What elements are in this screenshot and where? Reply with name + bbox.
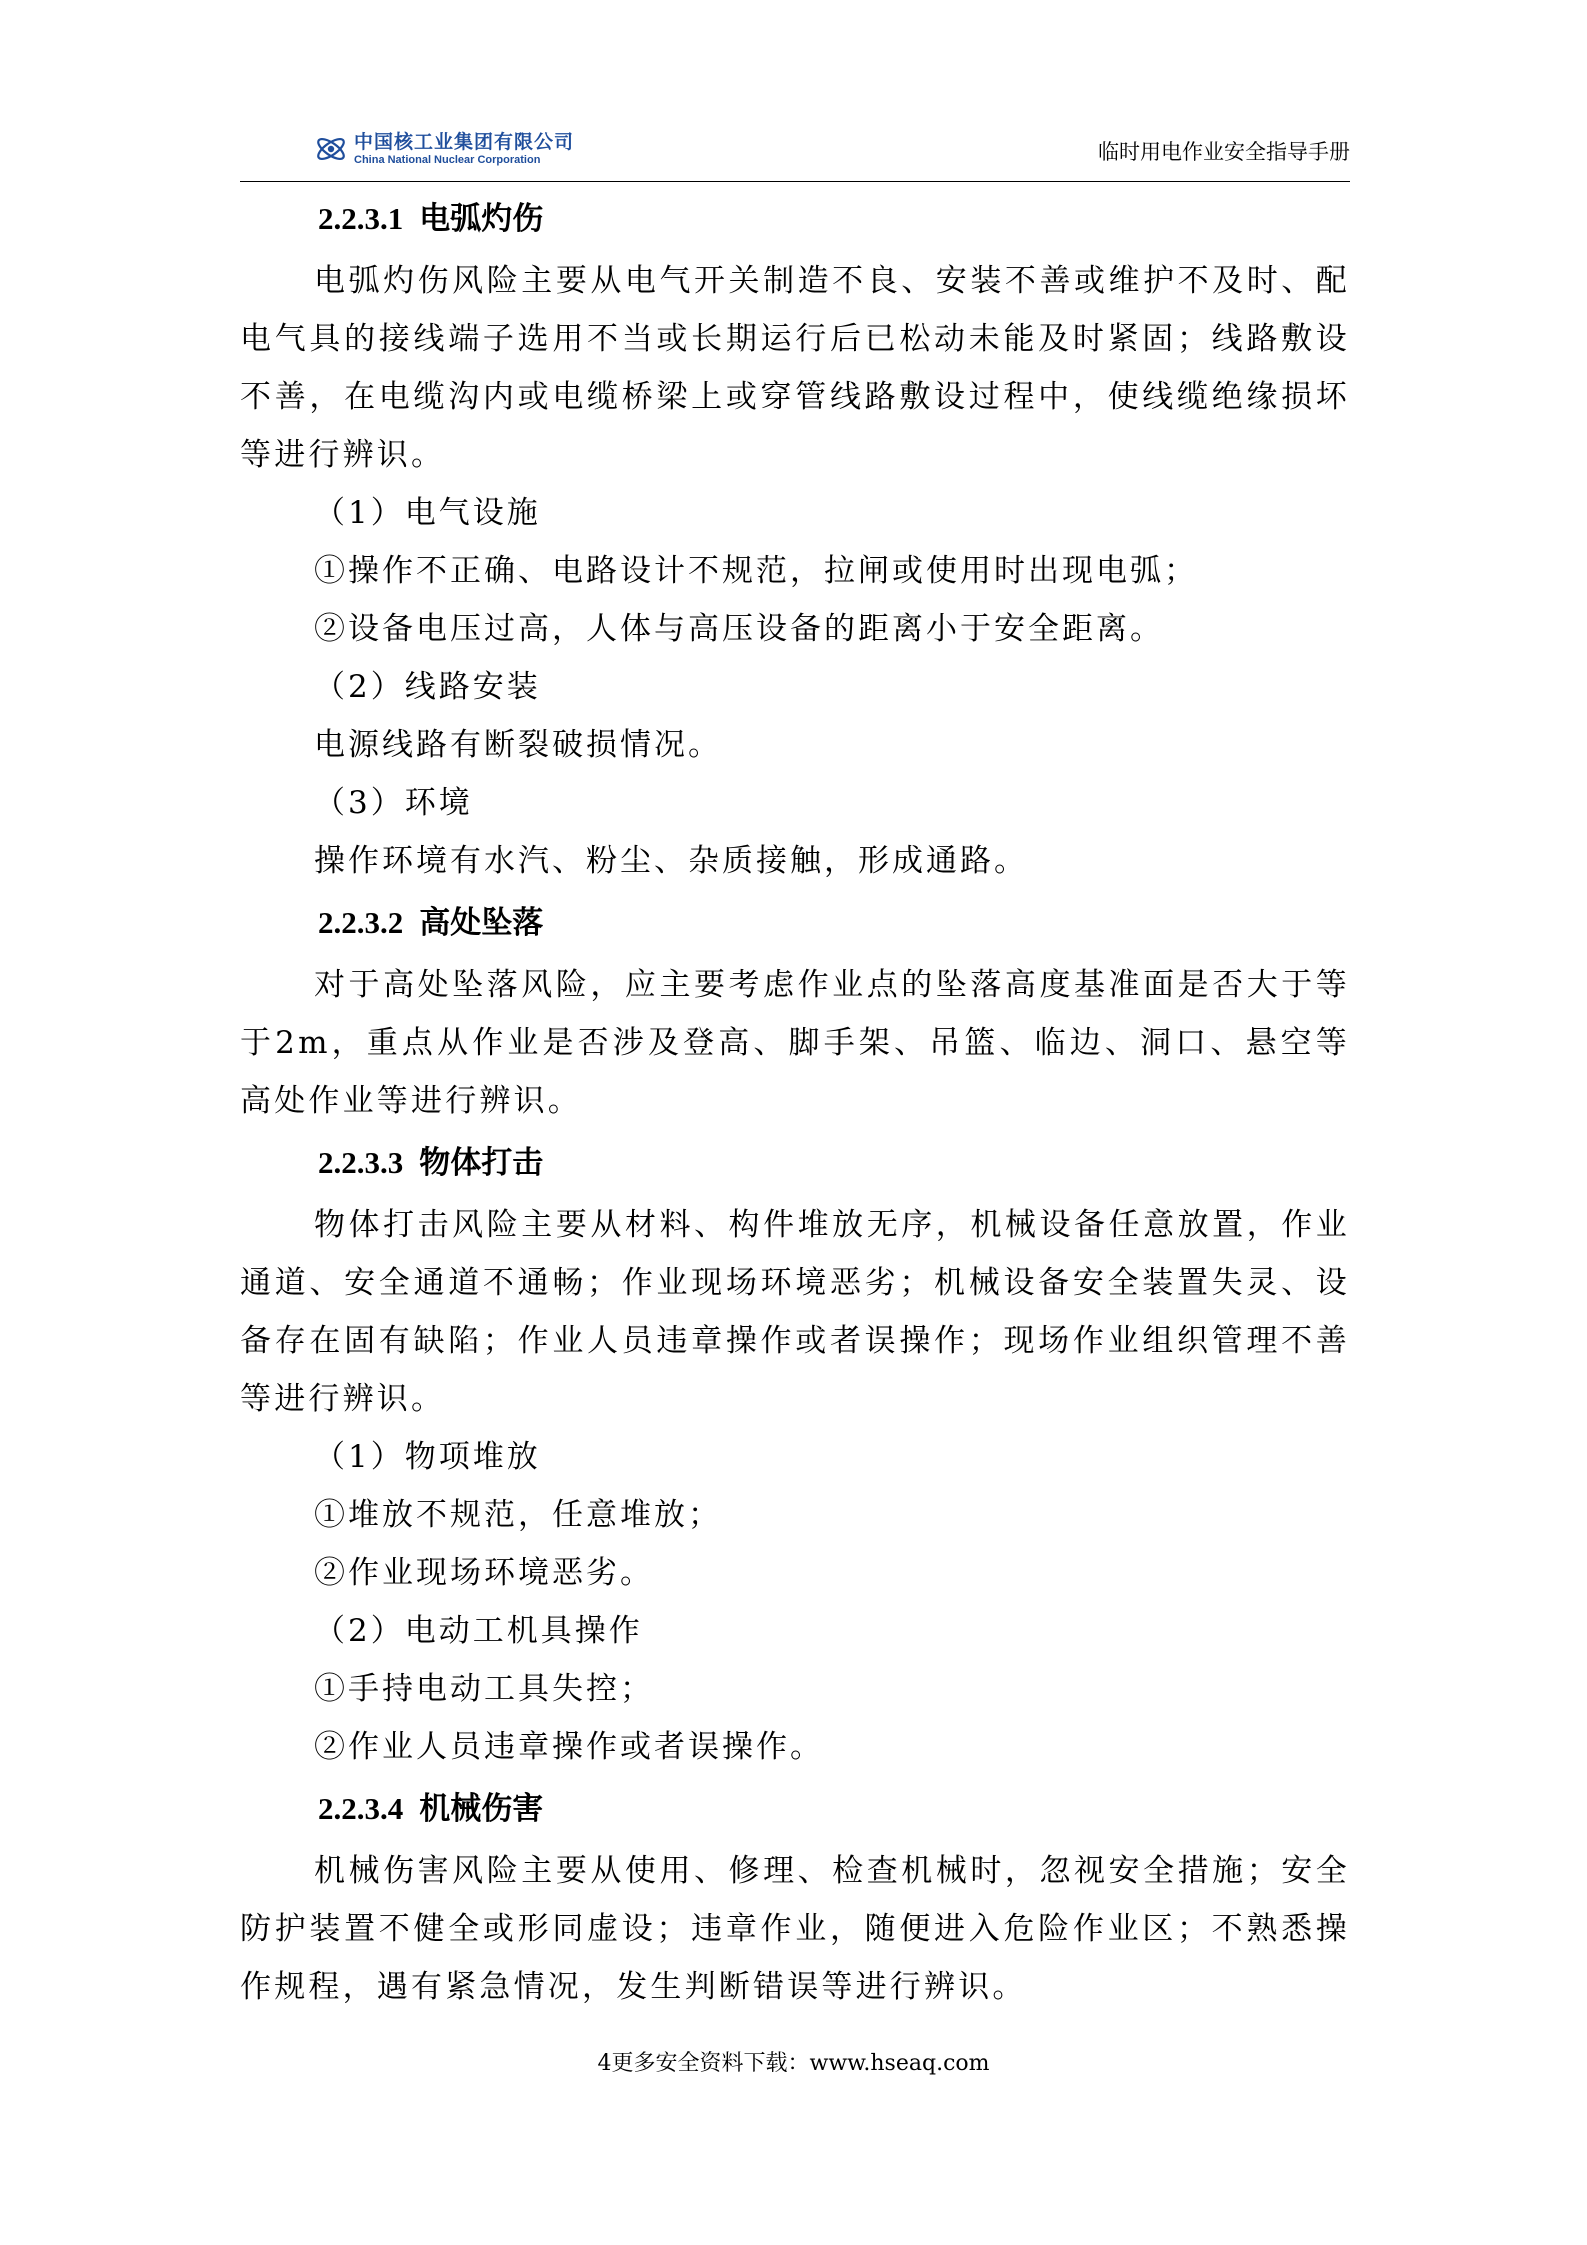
logo-chinese-name: 中国核工业集团有限公司 <box>354 130 575 153</box>
page-content <box>240 186 1350 2016</box>
list-item: ①堆放不规范，任意堆放； <box>314 1497 722 1533</box>
section-heading-arc-burn <box>240 186 1350 252</box>
section-number: 2.2.3.3 <box>318 1145 404 1180</box>
section-paragraph: 物体打击风险主要从材料、构件堆放无序，机械设备任意放置，作业通道、安全通道不通畅；作业现场环境恶劣；机械设备安全装置失灵、设备存在固有缺陷；作业人员违章操作或者误操作；现场作业组织管理不善等进行辨识。 <box>240 1207 1350 1417</box>
list-item: ②作业现场环境恶劣。 <box>314 1555 654 1591</box>
logo-english-name: China National Nuclear Corporation <box>354 153 541 166</box>
document-title: 临时用电作业安全指导手册 <box>1098 140 1350 164</box>
section-title: 高处坠落 <box>419 905 544 941</box>
section-heading-mechanical-injury <box>240 1776 1350 1842</box>
footer-text: 更多安全资料下载： <box>611 2051 810 2076</box>
list-item: ①手持电动工具失控； <box>314 1671 654 1707</box>
list-item: ②设备电压过高，人体与高压设备的距离小于安全距离。 <box>314 611 1164 647</box>
cnnc-logo-icon <box>314 132 348 166</box>
page-number: 4 <box>597 2051 612 2076</box>
section-paragraph: 对于高处坠落风险，应主要考虑作业点的坠落高度基准面是否大于等于2m，重点从作业是否涉及登高、脚手架、吊篮、临边、洞口、悬空等高处作业等进行辨识。 <box>240 967 1350 1119</box>
section-heading-object-strike <box>240 1130 1350 1196</box>
section-title: 机械伤害 <box>419 1791 544 1827</box>
page-footer <box>0 2046 1587 2077</box>
header-divider <box>240 181 1350 182</box>
list-item: ①操作不正确、电路设计不规范，拉闸或使用时出现电弧； <box>314 553 1198 589</box>
section-title: 物体打击 <box>419 1145 544 1181</box>
subheading: （3）环境 <box>314 785 473 821</box>
section-title: 电弧灼伤 <box>419 201 544 237</box>
subheading: （1）电气设施 <box>314 495 541 531</box>
subheading: （2）线路安装 <box>314 669 541 705</box>
page-header <box>240 128 1350 184</box>
list-item: 操作环境有水汽、粉尘、杂质接触，形成通路。 <box>314 843 1028 879</box>
section-paragraph: 机械伤害风险主要从使用、修理、检查机械时，忽视安全措施；安全防护装置不健全或形同虚设；违章作业，随便进入危险作业区；不熟悉操作规程，遇有紧急情况，发生判断错误等进行辨识。 <box>240 1853 1350 2005</box>
footer-link[interactable]: www.hseaq.com <box>809 2051 990 2076</box>
list-item: ②作业人员违章操作或者误操作。 <box>314 1729 824 1765</box>
subheading: （1）物项堆放 <box>314 1439 541 1475</box>
subheading: （2）电动工机具操作 <box>314 1613 643 1649</box>
company-logo <box>314 132 574 166</box>
section-number: 2.2.3.2 <box>318 905 404 940</box>
section-number: 2.2.3.4 <box>318 1791 404 1826</box>
list-item: 电源线路有断裂破损情况。 <box>314 727 722 763</box>
section-number: 2.2.3.1 <box>318 201 404 236</box>
section-paragraph: 电弧灼伤风险主要从电气开关制造不良、安装不善或维护不及时、配电气具的接线端子选用不当或长期运行后已松动未能及时紧固；线路敷设不善，在电缆沟内或电缆桥梁上或穿管线路敷设过程中，使线缆绝缘损坏等进行辨识。 <box>240 263 1350 473</box>
section-heading-fall-from-height <box>240 890 1350 956</box>
